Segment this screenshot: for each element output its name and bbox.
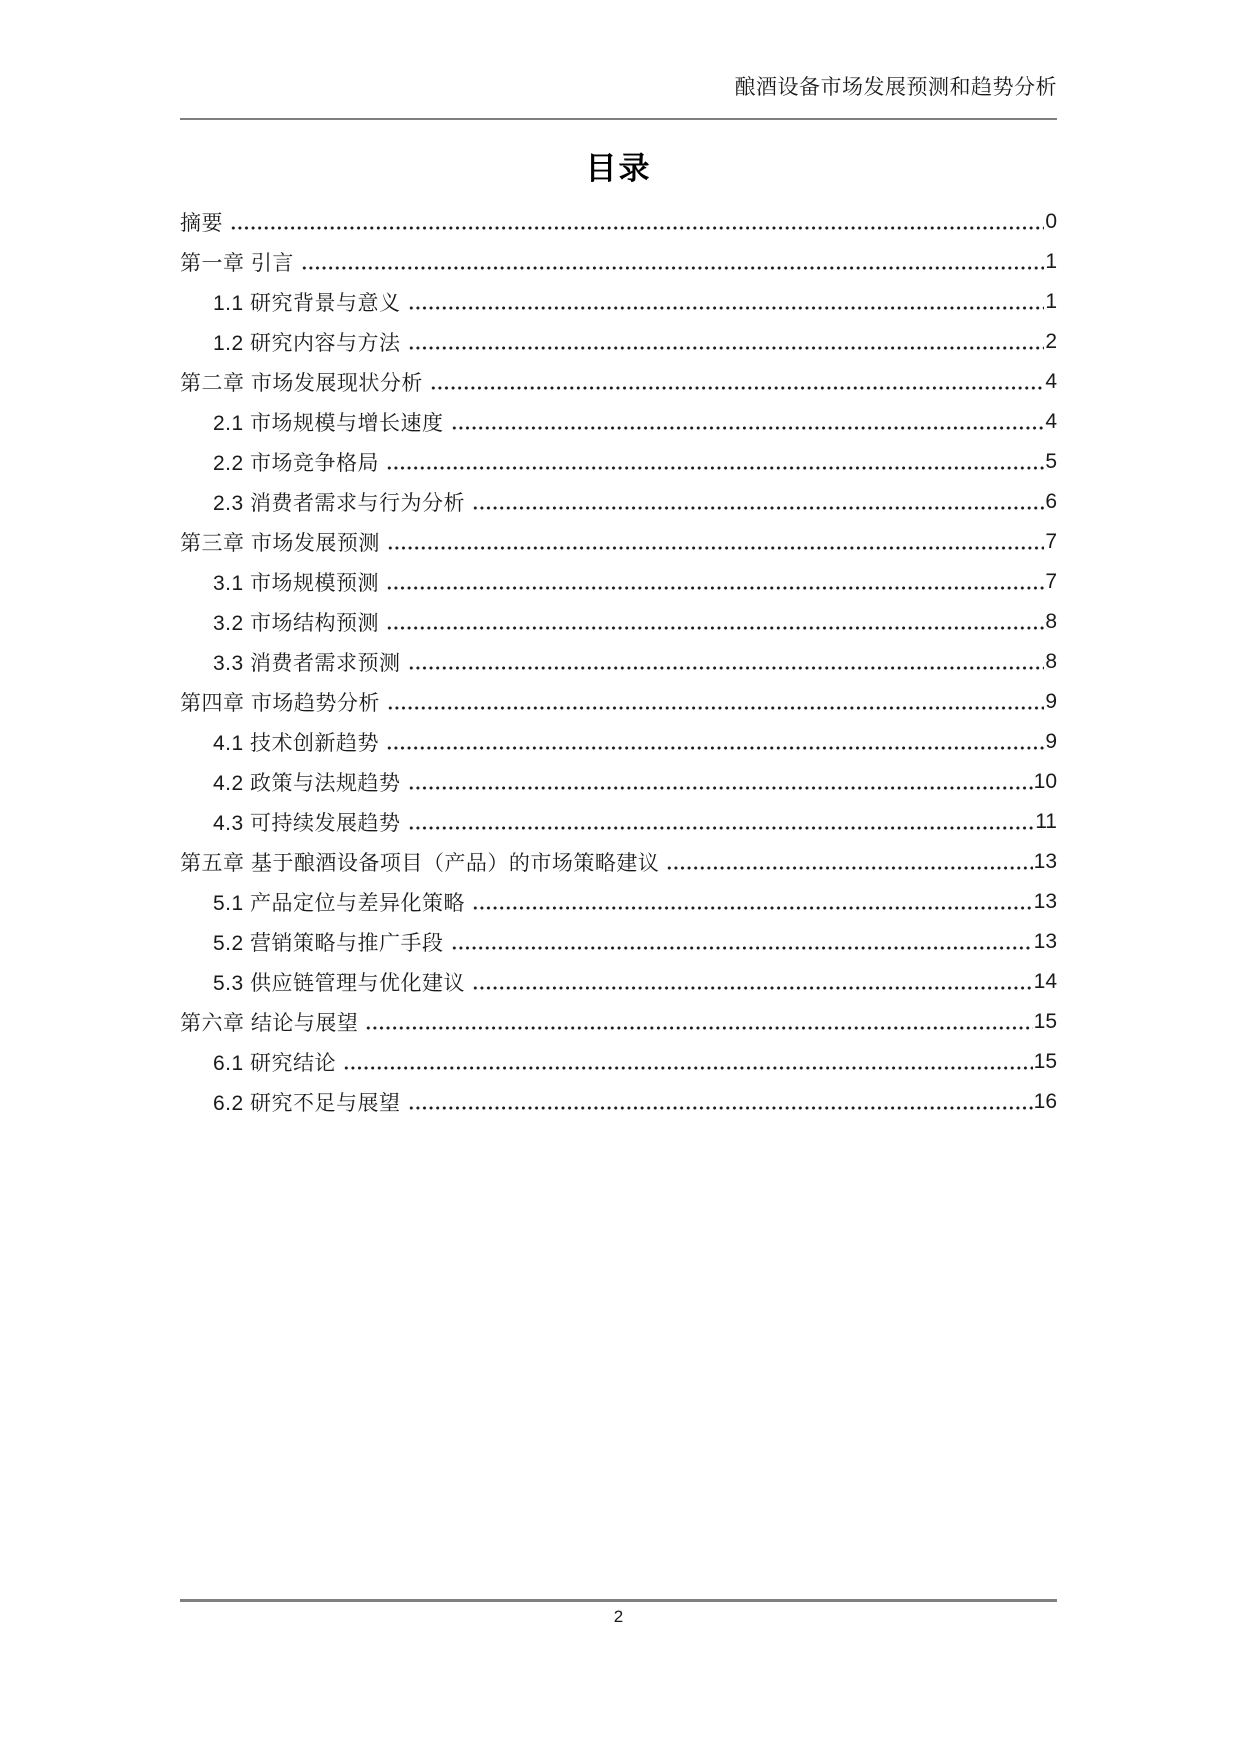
running-header-title: 酿酒设备市场发展预测和趋势分析 <box>734 76 1057 99</box>
toc-list <box>180 202 1057 1122</box>
dot-leader <box>343 1051 1033 1073</box>
toc-entry[interactable] <box>180 442 1057 482</box>
toc-entry-label: 3.1 市场规模预测 <box>213 572 380 595</box>
toc-entry-label: 4.1 技术创新趋势 <box>213 732 380 755</box>
toc-entry[interactable] <box>180 242 1057 282</box>
toc-entry-page: 13 <box>1033 930 1057 953</box>
toc-entry[interactable] <box>180 762 1057 802</box>
toc-entry-label: 2.2 市场竞争格局 <box>213 452 380 475</box>
dot-leader <box>472 971 1033 993</box>
toc-entry-label: 第六章 结论与展望 <box>180 1012 359 1035</box>
toc-entry-page: 5 <box>1045 450 1057 473</box>
toc-entry-page: 14 <box>1033 970 1057 993</box>
toc-entry-page: 9 <box>1045 690 1057 713</box>
dot-leader <box>430 371 1044 393</box>
toc-entry-page: 13 <box>1033 890 1057 913</box>
toc-entry[interactable] <box>180 362 1057 402</box>
page-footer <box>180 1599 1057 1628</box>
dot-leader <box>408 651 1045 673</box>
toc-entry-page: 8 <box>1045 650 1057 673</box>
toc-entry[interactable] <box>180 962 1057 1002</box>
toc-entry-label: 第三章 市场发展预测 <box>180 532 380 555</box>
toc-entry-label: 第五章 基于酿酒设备项目（产品）的市场策略建议 <box>180 852 660 875</box>
toc-entry-page: 2 <box>1045 330 1057 353</box>
toc-entry-page: 15 <box>1033 1050 1057 1073</box>
toc-entry-label: 2.1 市场规模与增长速度 <box>213 412 444 435</box>
toc-entry-label: 4.2 政策与法规趋势 <box>213 772 401 795</box>
toc-entry[interactable] <box>180 202 1057 242</box>
dot-leader <box>666 851 1032 873</box>
toc-entry-page: 7 <box>1045 530 1057 553</box>
dot-leader <box>386 611 1044 633</box>
dot-leader <box>472 891 1033 913</box>
toc-entry-page: 7 <box>1045 570 1057 593</box>
dot-leader <box>386 451 1044 473</box>
toc-entry[interactable] <box>180 842 1057 882</box>
toc-entry[interactable] <box>180 1082 1057 1122</box>
toc-entry-label: 2.3 消费者需求与行为分析 <box>213 492 466 515</box>
toc-entry-label: 3.2 市场结构预测 <box>213 612 380 635</box>
toc-entry-label: 摘要 <box>180 212 223 235</box>
toc-entry-page: 1 <box>1045 250 1057 273</box>
footer-page-number: 2 <box>613 1607 624 1626</box>
toc-entry-page: 15 <box>1033 1010 1057 1033</box>
toc-entry-page: 11 <box>1035 810 1057 833</box>
toc-entry-page: 13 <box>1033 850 1057 873</box>
dot-leader <box>451 931 1033 953</box>
toc-entry-page: 0 <box>1045 210 1057 233</box>
dot-leader <box>301 251 1044 273</box>
toc-entry[interactable] <box>180 882 1057 922</box>
toc-entry-label: 6.1 研究结论 <box>213 1052 337 1075</box>
toc-entry-page: 16 <box>1033 1090 1057 1113</box>
dot-leader <box>230 211 1044 233</box>
toc-entry-label: 3.3 消费者需求预测 <box>213 652 401 675</box>
header-rule <box>180 118 1057 120</box>
toc-entry[interactable] <box>180 682 1057 722</box>
dot-leader <box>386 571 1044 593</box>
toc-entry-label: 5.1 产品定位与差异化策略 <box>213 892 466 915</box>
toc-entry-label: 第一章 引言 <box>180 252 294 275</box>
toc-entry[interactable] <box>180 922 1057 962</box>
dot-leader <box>387 531 1044 553</box>
toc-entry-label: 5.3 供应链管理与优化建议 <box>213 972 466 995</box>
toc-entry[interactable] <box>180 522 1057 562</box>
toc-entry[interactable] <box>180 642 1057 682</box>
toc-entry-label: 5.2 营销策略与推广手段 <box>213 932 444 955</box>
dot-leader <box>386 731 1044 753</box>
dot-leader <box>365 1011 1032 1033</box>
toc-entry-label: 4.3 可持续发展趋势 <box>213 812 401 835</box>
toc-entry[interactable] <box>180 1042 1057 1082</box>
toc-entry-page: 1 <box>1045 290 1057 313</box>
toc-entry[interactable] <box>180 562 1057 602</box>
toc-entry[interactable] <box>180 602 1057 642</box>
toc-page-title: 目录 <box>585 151 652 186</box>
dot-leader <box>472 491 1044 513</box>
dot-leader <box>387 691 1044 713</box>
dot-leader <box>408 811 1035 833</box>
toc-entry[interactable] <box>180 402 1057 442</box>
dot-leader <box>451 411 1045 433</box>
toc-entry[interactable] <box>180 322 1057 362</box>
toc-entry[interactable] <box>180 282 1057 322</box>
dot-leader <box>408 1091 1033 1113</box>
toc-entry-page: 4 <box>1045 410 1057 433</box>
toc-entry-page: 10 <box>1033 770 1057 793</box>
toc-entry-label: 1.1 研究背景与意义 <box>213 292 401 315</box>
toc-entry[interactable] <box>180 482 1057 522</box>
toc-entry-page: 8 <box>1045 610 1057 633</box>
dot-leader <box>408 291 1045 313</box>
toc-entry-label: 1.2 研究内容与方法 <box>213 332 401 355</box>
footer-rule <box>180 1599 1057 1602</box>
toc-entry[interactable] <box>180 722 1057 762</box>
toc-entry-page: 4 <box>1045 370 1057 393</box>
toc-entry-label: 6.2 研究不足与展望 <box>213 1092 401 1115</box>
dot-leader <box>408 771 1033 793</box>
toc-entry[interactable] <box>180 1002 1057 1042</box>
dot-leader <box>408 331 1045 353</box>
toc-entry-page: 6 <box>1045 490 1057 513</box>
toc-entry[interactable] <box>180 802 1057 842</box>
toc-entry-label: 第四章 市场趋势分析 <box>180 692 380 715</box>
toc-entry-page: 9 <box>1045 730 1057 753</box>
toc-entry-label: 第二章 市场发展现状分析 <box>180 372 423 395</box>
